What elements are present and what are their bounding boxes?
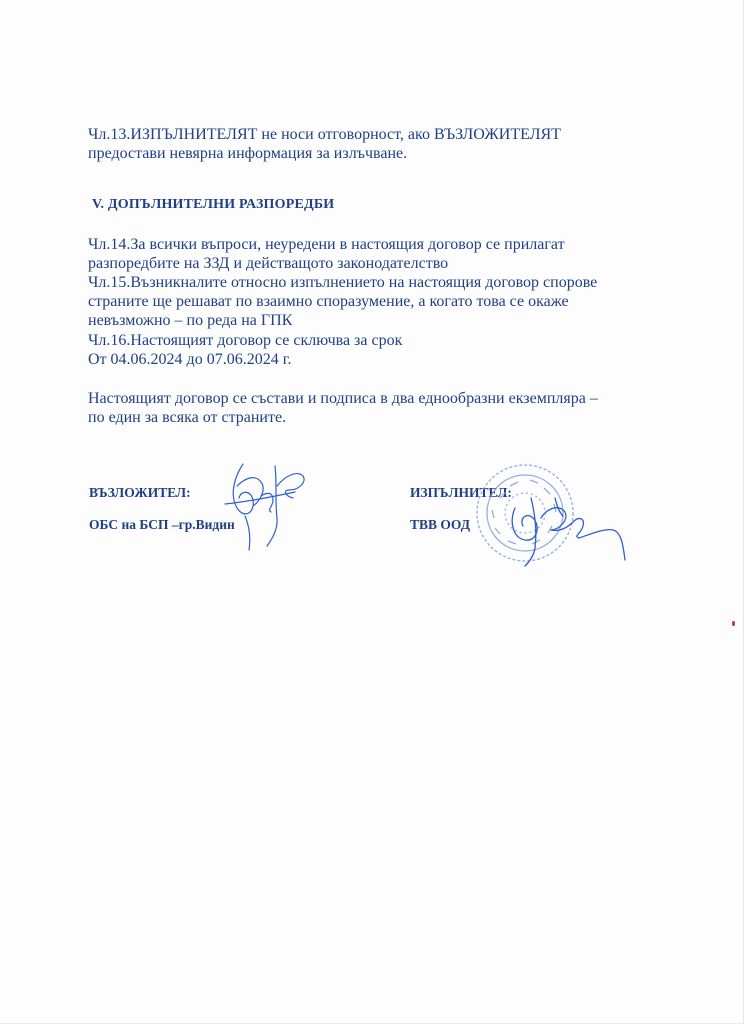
article-15-line-3: невъзможно – по реда на ГПК (88, 312, 293, 329)
article-14-line-2: разпоредбите на ЗЗД и действащото законодателство (88, 255, 449, 272)
article-16-line-2: От 04.06.2024 до 07.06.2024 г. (88, 351, 292, 368)
closing-line-2: по един за всяка от страните. (88, 409, 287, 426)
article-14-line-1: Чл.14.За всички въпроси, неуредени в настоящия договор се прилагат (88, 236, 565, 253)
article-16-line-1: Чл.16.Настоящият договор се сключва за срок (88, 332, 403, 349)
article-13-line-1: Чл.13.ИЗПЪЛНИТЕЛЯТ не носи отговорност, ако ВЪЗЛОЖИТЕЛЯТ (88, 126, 561, 143)
ink-speck (732, 621, 735, 626)
client-name: ОБС на БСП –гр.Видин (89, 517, 235, 532)
client-label: ВЪЗЛОЖИТЕЛ: (89, 485, 191, 500)
article-13-line-2: предостави невярна информация за излъчване. (88, 145, 408, 162)
contractor-signature (495, 478, 630, 573)
closing-line-1: Настоящият договор се състави и подписа в два еднообразни екземпляра – (88, 390, 598, 407)
client-signature (215, 446, 315, 556)
contractor-name: ТВВ ООД (410, 517, 471, 532)
article-15-line-1: Чл.15.Възникналите относно изпълнението на настоящия договор спорове (88, 274, 598, 291)
article-15-line-2: страните ще решават по взаимно споразумение, а когато това се окаже (88, 293, 569, 310)
contractor-label: ИЗПЪЛНИТЕЛ: (410, 485, 512, 500)
section-v-heading: V. ДОПЪЛНИТЕЛНИ РАЗПОРЕДБИ (92, 197, 335, 212)
